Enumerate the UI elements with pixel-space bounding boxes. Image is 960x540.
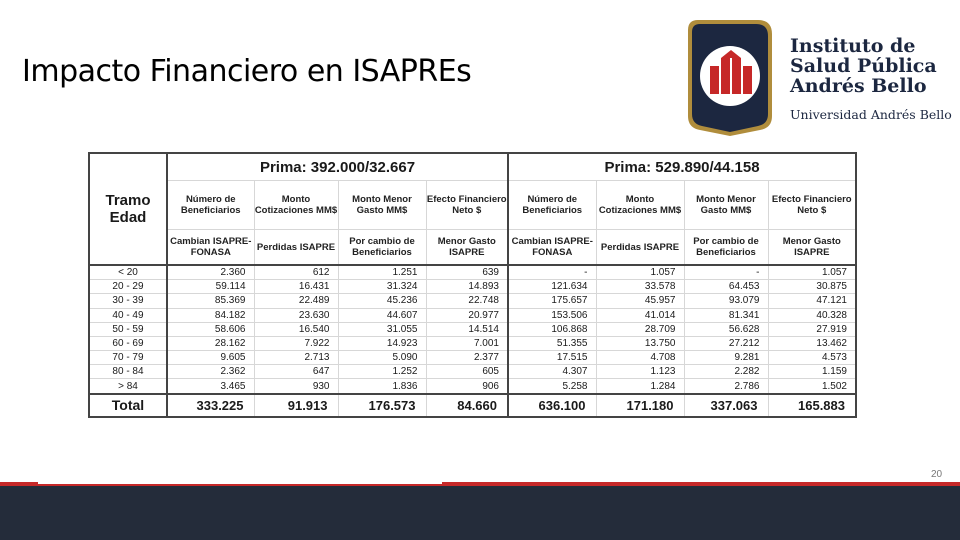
total-cell: 176.573	[338, 394, 426, 417]
table-cell: 14.923	[338, 336, 426, 350]
table-cell: 33.578	[596, 280, 684, 294]
table-cell: 31.324	[338, 280, 426, 294]
table-cell: 64.453	[684, 280, 768, 294]
table-cell: -	[684, 265, 768, 280]
table-cell: 605	[426, 365, 508, 379]
table-cell: 2.377	[426, 351, 508, 365]
total-cell: 91.913	[254, 394, 338, 417]
column-subheader-1: Cambian ISAPRE-FONASA	[167, 230, 254, 266]
table-cell: 121.634	[508, 280, 596, 294]
table-cell: 22.748	[426, 294, 508, 308]
table-cell: 1.284	[596, 379, 684, 394]
table-cell: 647	[254, 365, 338, 379]
table-row	[89, 336, 856, 350]
table-cell: 153.506	[508, 308, 596, 322]
table-cell: 1.252	[338, 365, 426, 379]
slide-title: Impacto Financiero en ISAPREs	[22, 54, 472, 89]
column-subheader-8: Menor Gasto ISAPRE	[768, 230, 856, 266]
total-cell: 84.660	[426, 394, 508, 417]
table-cell: 5.258	[508, 379, 596, 394]
table-cell: 2.362	[167, 365, 254, 379]
column-header-5: Número de Beneficiarios	[508, 181, 596, 230]
total-cell: 333.225	[167, 394, 254, 417]
table-cell: 84.182	[167, 308, 254, 322]
table-cell: 45.957	[596, 294, 684, 308]
tramo-edad-cell: 40 - 49	[89, 308, 167, 322]
table-cell: 1.836	[338, 379, 426, 394]
table-cell: 47.121	[768, 294, 856, 308]
column-header-4: Efecto Financiero Neto $	[426, 181, 508, 230]
table-cell: 40.328	[768, 308, 856, 322]
table-cell: 85.369	[167, 294, 254, 308]
table-cell: 1.251	[338, 265, 426, 280]
table-cell: 14.514	[426, 322, 508, 336]
table-row	[89, 379, 856, 394]
total-label: Total	[89, 394, 167, 417]
table-cell: 4.708	[596, 351, 684, 365]
table-cell: 45.236	[338, 294, 426, 308]
column-header-2: Monto Cotizaciones MM$	[254, 181, 338, 230]
column-subheader-4: Menor Gasto ISAPRE	[426, 230, 508, 266]
table-cell: 13.750	[596, 336, 684, 350]
table-cell: 9.281	[684, 351, 768, 365]
column-header-6: Monto Cotizaciones MM$	[596, 181, 684, 230]
table-cell: 2.360	[167, 265, 254, 280]
table-cell: 9.605	[167, 351, 254, 365]
table-cell: 612	[254, 265, 338, 280]
table-cell: 106.868	[508, 322, 596, 336]
table-row	[89, 365, 856, 379]
tramo-edad-cell: 20 - 29	[89, 280, 167, 294]
table-cell: 93.079	[684, 294, 768, 308]
column-header-8: Efecto Financiero Neto $	[768, 181, 856, 230]
table-row	[89, 280, 856, 294]
table-cell: 56.628	[684, 322, 768, 336]
footer-bar	[0, 486, 960, 540]
table-cell: 20.977	[426, 308, 508, 322]
table-cell: 44.607	[338, 308, 426, 322]
tramo-edad-header: Tramo Edad	[89, 153, 167, 265]
table-cell: 639	[426, 265, 508, 280]
table-cell: 51.355	[508, 336, 596, 350]
table-cell: 81.341	[684, 308, 768, 322]
table-cell: 2.713	[254, 351, 338, 365]
tramo-edad-cell: < 20	[89, 265, 167, 280]
table-cell: 1.159	[768, 365, 856, 379]
table-cell: 31.055	[338, 322, 426, 336]
total-cell: 636.100	[508, 394, 596, 417]
logo-subtitle: Universidad Andrés Bello	[790, 107, 952, 122]
column-header-1: Número de Beneficiarios	[167, 181, 254, 230]
table-cell: 28.162	[167, 336, 254, 350]
table-row	[89, 265, 856, 280]
table-cell: 16.431	[254, 280, 338, 294]
table-cell: 1.057	[768, 265, 856, 280]
tramo-edad-cell: 60 - 69	[89, 336, 167, 350]
table-cell: 27.919	[768, 322, 856, 336]
table-cell: 4.307	[508, 365, 596, 379]
table-cell: 14.893	[426, 280, 508, 294]
table-row	[89, 294, 856, 308]
column-header-3: Monto Menor Gasto MM$	[338, 181, 426, 230]
total-row	[89, 394, 856, 417]
tramo-edad-cell: 80 - 84	[89, 365, 167, 379]
prima-1-header: Prima: 392.000/32.667	[167, 153, 508, 181]
table-cell: 175.657	[508, 294, 596, 308]
total-cell: 165.883	[768, 394, 856, 417]
table-cell: 1.123	[596, 365, 684, 379]
page-number: 20	[931, 469, 943, 480]
table-cell: 906	[426, 379, 508, 394]
total-cell: 171.180	[596, 394, 684, 417]
column-subheader-6: Perdidas ISAPRE	[596, 230, 684, 266]
table-cell: 5.090	[338, 351, 426, 365]
column-subheader-2: Perdidas ISAPRE	[254, 230, 338, 266]
tramo-edad-cell: 70 - 79	[89, 351, 167, 365]
table-cell: 58.606	[167, 322, 254, 336]
table-cell: 1.502	[768, 379, 856, 394]
prima-2-header: Prima: 529.890/44.158	[508, 153, 856, 181]
table-cell: 23.630	[254, 308, 338, 322]
table-row	[89, 308, 856, 322]
financial-impact-table	[88, 152, 855, 418]
table-cell: 16.540	[254, 322, 338, 336]
table-cell: 13.462	[768, 336, 856, 350]
table-row	[89, 351, 856, 365]
table-cell: 7.001	[426, 336, 508, 350]
table-cell: 2.282	[684, 365, 768, 379]
column-subheader-3: Por cambio de Beneficiarios	[338, 230, 426, 266]
tramo-edad-cell: 30 - 39	[89, 294, 167, 308]
table-cell: 41.014	[596, 308, 684, 322]
table-row	[89, 322, 856, 336]
column-subheader-5: Cambian ISAPRE-FONASA	[508, 230, 596, 266]
column-header-7: Monto Menor Gasto MM$	[684, 181, 768, 230]
table-cell: 59.114	[167, 280, 254, 294]
table-cell: 30.875	[768, 280, 856, 294]
table-cell: 22.489	[254, 294, 338, 308]
tramo-edad-cell: > 84	[89, 379, 167, 394]
table-cell: 2.786	[684, 379, 768, 394]
logo-title: Instituto de Salud Pública Andrés Bello	[790, 35, 937, 97]
total-cell: 337.063	[684, 394, 768, 417]
table-cell: 27.212	[684, 336, 768, 350]
tramo-edad-cell: 50 - 59	[89, 322, 167, 336]
table-cell: 3.465	[167, 379, 254, 394]
table-cell: 930	[254, 379, 338, 394]
table-cell: 4.573	[768, 351, 856, 365]
table-cell: 1.057	[596, 265, 684, 280]
table-cell: 17.515	[508, 351, 596, 365]
column-subheader-7: Por cambio de Beneficiarios	[684, 230, 768, 266]
table-cell: 7.922	[254, 336, 338, 350]
table-cell: -	[508, 265, 596, 280]
table-cell: 28.709	[596, 322, 684, 336]
